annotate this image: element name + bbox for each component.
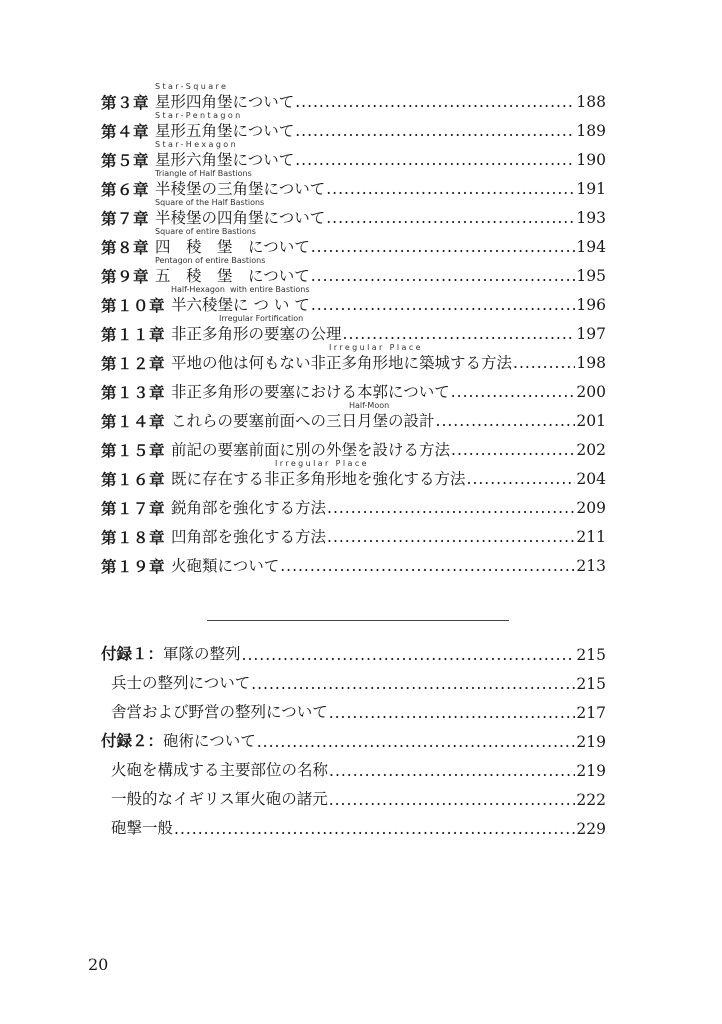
appendix-label: 付録２： <box>101 731 164 750</box>
chapter-number: 第１２章 <box>101 353 166 373</box>
chapter-number: 第６章 <box>101 179 150 199</box>
appendix-row <box>101 665 606 693</box>
chapter-number: 第１０章 <box>101 295 166 315</box>
appendix-title: 火砲を構成する主要部位の名称 <box>111 761 329 779</box>
toc-row <box>101 198 606 226</box>
chapter-title: 五 稜 堡 について Pentagon of entire Bastions <box>155 255 310 285</box>
toc-row <box>101 343 606 371</box>
chapter-title: 平地の他は何もない非正多角形地に築城する方法 Irregular Place <box>171 342 513 372</box>
leader-dots <box>280 559 575 575</box>
ruby-annotation: Square of the Half Bastions <box>155 197 265 207</box>
leader-dots <box>329 791 576 809</box>
ruby-annotation: Triangle of Half Bastions <box>155 168 252 178</box>
toc-row <box>101 430 606 458</box>
chapter-number: 第４章 <box>101 121 150 141</box>
page-ref: 189 <box>576 121 606 140</box>
leader-dots <box>311 298 576 314</box>
chapter-title: 四 稜 堡 について Square of entire Bastions <box>155 226 310 256</box>
chapter-number: 第１５章 <box>101 440 166 460</box>
page-ref: 188 <box>576 92 606 111</box>
page-ref: 201 <box>576 411 606 430</box>
page-ref: 222 <box>576 791 606 809</box>
toc-row <box>101 285 606 313</box>
chapter-title: 非正多角形の要塞の公理 Irregular Fortification <box>171 313 342 343</box>
ruby-annotation: Irregular Place <box>329 342 423 352</box>
ruby-annotation: Pentagon of entire Bastions <box>155 255 266 265</box>
toc-row <box>101 256 606 284</box>
chapter-number: 第１６章 <box>101 469 166 489</box>
chapter-title: 半六稜堡に つ い て Half-Hexagon with entire Bastions <box>171 284 310 314</box>
leader-dots <box>451 443 575 459</box>
leader-dots <box>329 762 575 780</box>
ruby-annotation: Star-Square <box>155 81 229 91</box>
page-ref: 197 <box>576 324 606 343</box>
page-ref: 213 <box>576 556 606 575</box>
page-ref: 195 <box>576 266 606 285</box>
toc-row <box>101 140 606 168</box>
page-ref: 194 <box>576 237 606 256</box>
chapter-number: 第１４章 <box>101 411 166 431</box>
page-ref: 193 <box>576 208 606 227</box>
appendix-title: 砲撃一般 <box>111 819 174 837</box>
leader-dots <box>436 414 576 430</box>
chapter-number: 第１７章 <box>101 498 166 518</box>
appendix-row <box>101 694 606 722</box>
section-divider <box>207 620 509 621</box>
chapter-title: 前記の要塞前面に別の外堡を設ける方法 <box>171 440 451 459</box>
appendix-row <box>101 752 606 780</box>
page-ref: 211 <box>576 527 606 546</box>
toc-row <box>101 227 606 255</box>
chapter-number: 第３章 <box>101 92 150 112</box>
toc-row <box>101 517 606 545</box>
page-ref: 202 <box>576 440 606 459</box>
leader-dots <box>311 269 576 285</box>
leader-dots <box>513 356 575 372</box>
ruby-annotation: Star-Pentagon <box>155 110 243 120</box>
appendix-title: 舎営および野営の整列について <box>111 703 328 721</box>
chapter-number: 第７章 <box>101 208 150 228</box>
chapter-title: 半稜堡の三角堡について Triangle of Half Bastions <box>155 168 326 198</box>
toc-row <box>101 488 606 516</box>
chapter-title: 星形六角堡について Star-Hexagon <box>155 139 295 169</box>
page-ref: 219 <box>576 762 606 780</box>
page-ref: 196 <box>576 295 606 314</box>
page-ref: 191 <box>576 179 606 198</box>
page-ref: 204 <box>576 469 606 488</box>
leader-dots <box>311 240 576 256</box>
chapter-title: 非正多角形の要塞における本郭について <box>171 382 450 401</box>
leader-dots <box>242 646 576 664</box>
appendix-row <box>101 723 606 751</box>
chapter-title: 星形五角堡について Star-Pentagon <box>155 110 295 140</box>
leader-dots <box>467 472 576 488</box>
leader-dots <box>327 530 575 546</box>
leader-dots <box>327 501 575 517</box>
page-ref: 217 <box>576 704 606 722</box>
chapter-title: 凹角部を強化する方法 <box>171 527 327 546</box>
toc-row <box>101 111 606 139</box>
leader-dots <box>174 820 575 838</box>
ruby-annotation: Half-Moon <box>349 400 390 410</box>
leader-dots <box>451 385 576 401</box>
chapter-number: 第８章 <box>101 237 150 257</box>
chapter-number: 第１９章 <box>101 556 166 576</box>
leader-dots <box>295 95 575 111</box>
page-ref: 215 <box>576 675 606 693</box>
page-ref: 209 <box>576 498 606 517</box>
toc-row <box>101 169 606 197</box>
leader-dots <box>295 153 575 169</box>
ruby-annotation: Half-Hexagon with entire Bastions <box>171 284 310 294</box>
toc-row <box>101 459 606 487</box>
appendix-row <box>101 781 606 809</box>
ruby-annotation: Irregular Fortification <box>219 313 304 323</box>
ruby-annotation: Irregular Place <box>275 458 369 468</box>
leader-dots <box>257 733 576 751</box>
page-ref: 219 <box>576 733 606 751</box>
appendix-row <box>101 810 606 838</box>
leader-dots <box>251 675 575 693</box>
toc-row <box>101 372 606 400</box>
chapter-number: 第９章 <box>101 266 150 286</box>
chapter-title: 星形四角堡について Star-Square <box>155 81 295 111</box>
chapter-title: 半稜堡の四角堡について Square of the Half Bastions <box>155 197 326 227</box>
ruby-annotation: Square of entire Bastions <box>155 226 256 236</box>
appendix-title: 砲術について <box>163 732 256 750</box>
toc-row <box>101 314 606 342</box>
leader-dots <box>343 327 576 343</box>
page-ref: 198 <box>576 353 606 372</box>
leader-dots <box>295 124 575 140</box>
appendix-title: 軍隊の整列 <box>163 645 241 663</box>
chapter-number: 第１３章 <box>101 382 166 402</box>
chapter-title: 既に存在する非正多角形地を強化する方法 Irregular Place <box>171 458 466 488</box>
chapter-number: 第１１章 <box>101 324 166 344</box>
page-ref: 229 <box>576 820 606 838</box>
chapter-title: 鋭角部を強化する方法 <box>171 498 327 517</box>
chapter-title: これらの要塞前面への三日月堡の設計 Half-Moon <box>171 400 435 430</box>
appendix-label: 付録１： <box>101 644 164 663</box>
appendix-title: 一般的なイギリス軍火砲の諸元 <box>111 790 328 808</box>
page-ref: 190 <box>576 150 606 169</box>
chapter-number: 第５章 <box>101 150 150 170</box>
toc-row <box>101 401 606 429</box>
appendix-row <box>101 636 606 664</box>
ruby-annotation: Star-Hexagon <box>155 139 239 149</box>
chapter-number: 第１８章 <box>101 527 166 547</box>
page-ref: 215 <box>576 646 606 664</box>
leader-dots <box>326 211 575 227</box>
toc-row <box>101 546 606 574</box>
page-ref: 200 <box>576 382 606 401</box>
chapter-title: 火砲類について <box>171 556 280 575</box>
appendix-title: 兵士の整列について <box>111 674 251 692</box>
leader-dots <box>329 704 576 722</box>
page-number: 20 <box>88 955 109 974</box>
toc-row <box>101 82 606 110</box>
leader-dots <box>326 182 575 198</box>
